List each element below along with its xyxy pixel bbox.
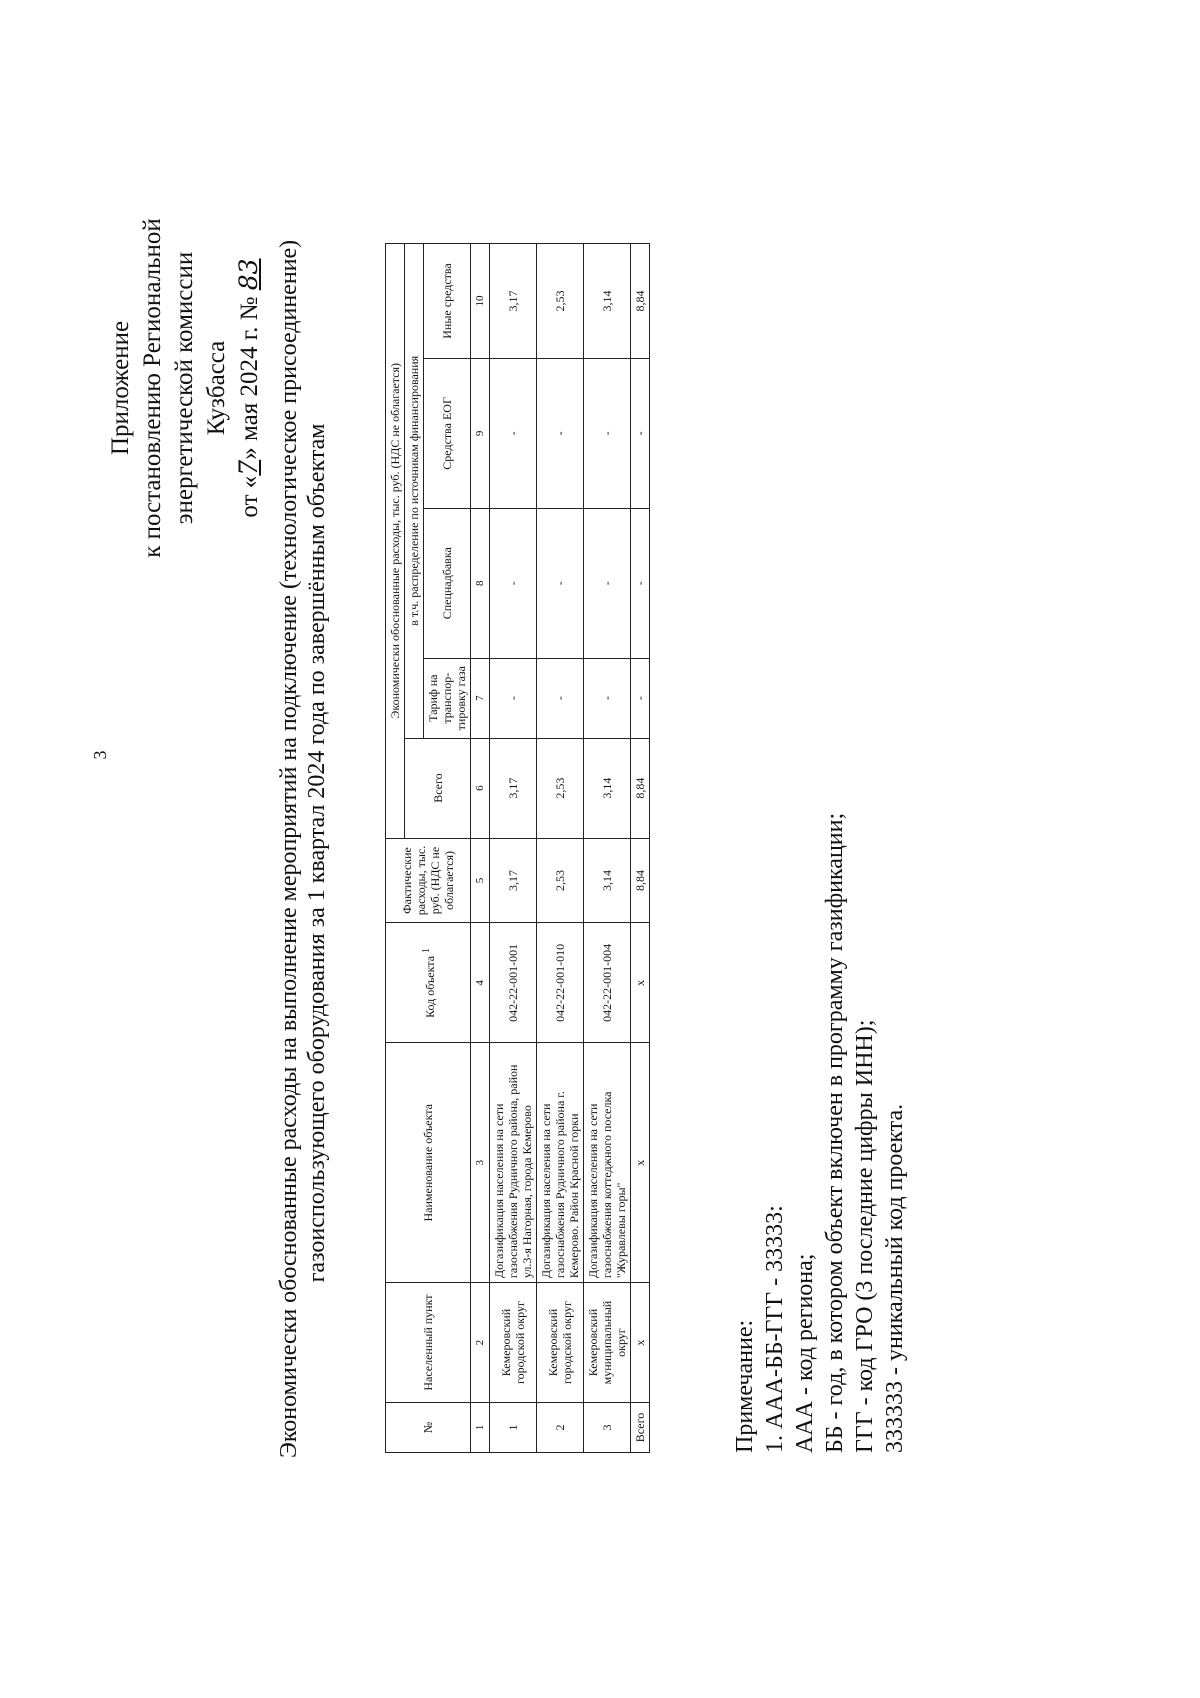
header-num: №: [386, 1403, 471, 1453]
row-object-code: 042-22-001-004: [584, 923, 631, 1043]
row-tariff: -: [490, 658, 537, 738]
row-object-name: Догазификация населения на сети газоснабжения коттеджного поселка "Журавлевы горы": [584, 1043, 631, 1283]
column-number: 4: [471, 923, 490, 1043]
total-eog: -: [631, 358, 650, 508]
header-tariff: Тариф на транспор- тировку газа: [424, 658, 471, 738]
date-day: 7: [234, 459, 263, 476]
header-object-code: Код объекта: [422, 955, 437, 1018]
total-settlement: x: [631, 1283, 650, 1403]
column-number: 5: [471, 838, 490, 923]
row-tariff: -: [584, 658, 631, 738]
header-special: Спецнадбавка: [424, 508, 471, 658]
row-total: 3,17: [490, 738, 537, 838]
header-settlement: Населенный пункт: [386, 1283, 471, 1403]
row-num: 1: [490, 1403, 537, 1453]
document-number: 83: [234, 258, 263, 291]
notes-line-3: ББ - год, в котором объект включен в программу газификации;: [822, 812, 848, 1453]
notes-heading: Примечание:: [732, 1319, 758, 1453]
row-settlement: Кемеровский муниципальный округ: [584, 1283, 631, 1403]
column-number: 6: [471, 738, 490, 838]
row-special: -: [584, 508, 631, 658]
header-row-1: [386, 244, 405, 1453]
row-actual: 3,17: [490, 838, 537, 923]
row-total: 3,14: [584, 738, 631, 838]
appendix-line-2: к постановлению Региональной: [139, 218, 166, 558]
total-object-name: x: [631, 1043, 650, 1283]
appendix-line-4: Кузбасса: [203, 340, 230, 436]
total-row: [631, 244, 650, 1453]
row-num: 3: [584, 1403, 631, 1453]
row-other: 3,14: [584, 244, 631, 359]
row-eog: -: [490, 358, 537, 508]
column-number: 10: [471, 244, 490, 359]
appendix-line-3: энергетической комиссии: [171, 251, 198, 525]
appendix-title: Приложение: [107, 320, 134, 456]
column-number: 8: [471, 508, 490, 658]
row-object-name: Догазификация населения на сети газоснабжения Рудничного района, район ул.3-я Нагорная, города Кемерово: [490, 1043, 537, 1283]
appendix-date-line: [233, 188, 266, 588]
costs-table: [385, 243, 650, 1453]
total-other: 8,84: [631, 244, 650, 359]
header-eog: Средства ЕОГ: [424, 358, 471, 508]
date-prefix: от «: [236, 475, 263, 518]
column-number: 7: [471, 658, 490, 738]
notes-line-4: ГГГ - код ГРО (3 последние цифры ИНН);: [852, 1019, 878, 1453]
notes-line-5: 333333 - уникальный код проекта.: [882, 1103, 908, 1453]
row-settlement: Кемеровский городской округ: [537, 1283, 584, 1403]
column-number: 2: [471, 1283, 490, 1403]
header-other: Иные средства: [424, 244, 471, 359]
document-title: [275, 239, 331, 1458]
row-eog: -: [537, 358, 584, 508]
row-other: 2,53: [537, 244, 584, 359]
total-tariff: -: [631, 658, 650, 738]
row-settlement: Кемеровский городской округ: [490, 1283, 537, 1403]
row-tariff: -: [537, 658, 584, 738]
total-special: -: [631, 508, 650, 658]
column-number: 1: [471, 1403, 490, 1453]
column-number: 9: [471, 358, 490, 508]
total-label: Всего: [631, 1403, 650, 1453]
row-object-name: Догазификация населения на сети газоснабжения Рудничного района г. Кемерово. Район Красной горки: [537, 1043, 584, 1283]
page-number: 3: [90, 750, 110, 760]
title-line-1: Экономически обоснованные расходы на выполнение мероприятий на подключение (технологическое присоединение): [276, 239, 302, 1458]
row-special: -: [490, 508, 537, 658]
column-number-row: [471, 244, 490, 1453]
row-object-code: 042-22-001-010: [537, 923, 584, 1043]
total-object-code: x: [631, 923, 650, 1043]
header-incl-group: в т.ч. распределение по источникам финансирования: [405, 244, 424, 739]
row-actual: 3,14: [584, 838, 631, 923]
title-line-2: газоиспользующего оборудования за 1 квартал 2024 года по завершённым объектам: [304, 423, 330, 1283]
appendix-block: [105, 188, 266, 588]
table-row: [584, 244, 631, 1453]
row-special: -: [537, 508, 584, 658]
table-row: [490, 244, 537, 1453]
notes-line-2: ААА - код региона;: [792, 1253, 818, 1453]
header-actual-costs: Фактические расходы, тыс. руб. (НДС не облагается): [386, 838, 471, 923]
notes-block: [730, 353, 910, 1453]
header-object-name: Наименование объекта: [386, 1043, 471, 1283]
header-object-code-cell: [386, 923, 471, 1043]
column-number: 3: [471, 1043, 490, 1283]
row-num: 2: [537, 1403, 584, 1453]
row-actual: 2,53: [537, 838, 584, 923]
total-total: 8,84: [631, 738, 650, 838]
table-row: [537, 244, 584, 1453]
date-mid: » мая 2024 г. №: [236, 296, 263, 460]
row-other: 3,17: [490, 244, 537, 359]
header-econ-group: Экономически обоснованные расходы, тыс. руб. (НДС не облагается): [386, 244, 405, 839]
footnote-marker: 1: [420, 947, 432, 953]
notes-line-1: 1. ААА-ББ-ГГГ - 33333:: [762, 1205, 788, 1453]
total-actual: 8,84: [631, 838, 650, 923]
row-object-code: 042-22-001-001: [490, 923, 537, 1043]
row-total: 2,53: [537, 738, 584, 838]
header-total: Всего: [405, 738, 471, 838]
row-eog: -: [584, 358, 631, 508]
